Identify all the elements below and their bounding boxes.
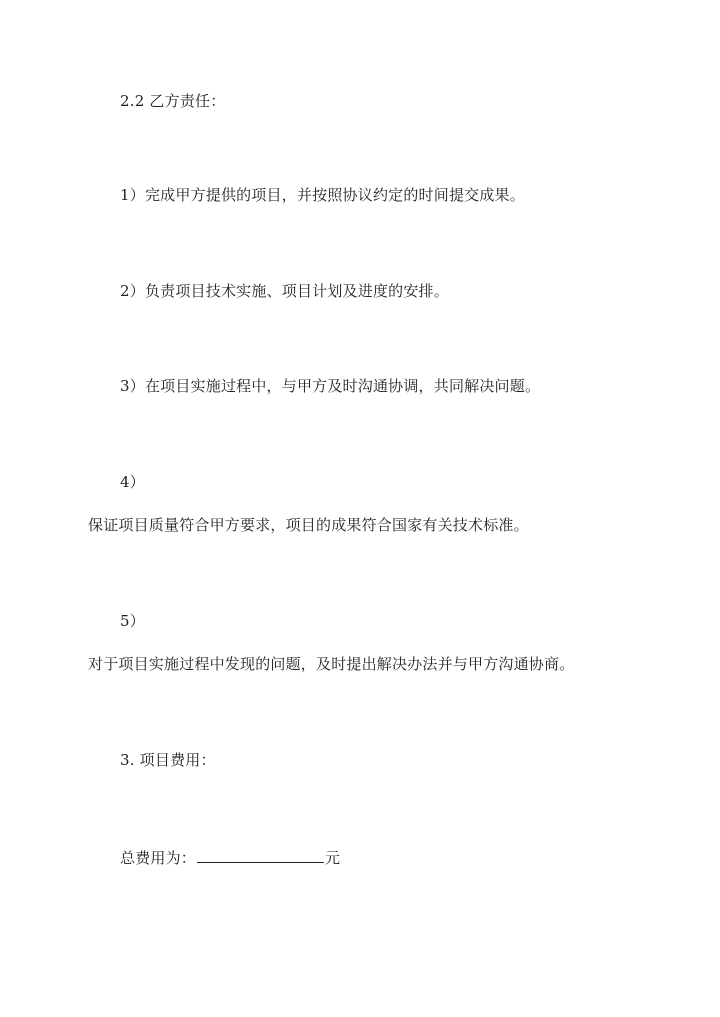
list-item-text: 在项目实施过程中，与甲方及时沟通协调，共同解决问题。: [144, 377, 541, 395]
list-item-1: [120, 185, 525, 205]
total-fee-unit: 元: [325, 849, 341, 867]
list-item-3: [120, 376, 540, 396]
list-item-4-text: 保证项目质量符合甲方要求，项目的成果符合国家有关技术标准。: [88, 516, 529, 534]
total-fee-blank[interactable]: [197, 847, 324, 863]
list-item-5-text: 对于项目实施过程中发现的问题，及时提出解决办法并与甲方沟通协商。: [88, 655, 575, 673]
list-item-2: [120, 281, 449, 301]
section-heading-party-b-responsibilities: 2.2 乙方责任：: [120, 92, 226, 110]
list-item-text: 完成甲方提供的项目，并按照协议约定的时间提交成果。: [144, 186, 525, 204]
list-item-number: 3）: [120, 377, 145, 395]
list-item-4-number: 4）: [120, 473, 145, 491]
list-item-5-number: 5）: [120, 612, 145, 630]
list-item-number: 2）: [120, 282, 145, 300]
section-heading-project-fee: 3. 项目费用：: [120, 751, 216, 769]
list-item-number: 1）: [120, 186, 145, 204]
total-fee-line: [120, 847, 340, 867]
list-item-text: 负责项目技术实施、项目计划及进度的安排。: [144, 282, 449, 300]
total-fee-label: 总费用为：: [120, 849, 197, 867]
